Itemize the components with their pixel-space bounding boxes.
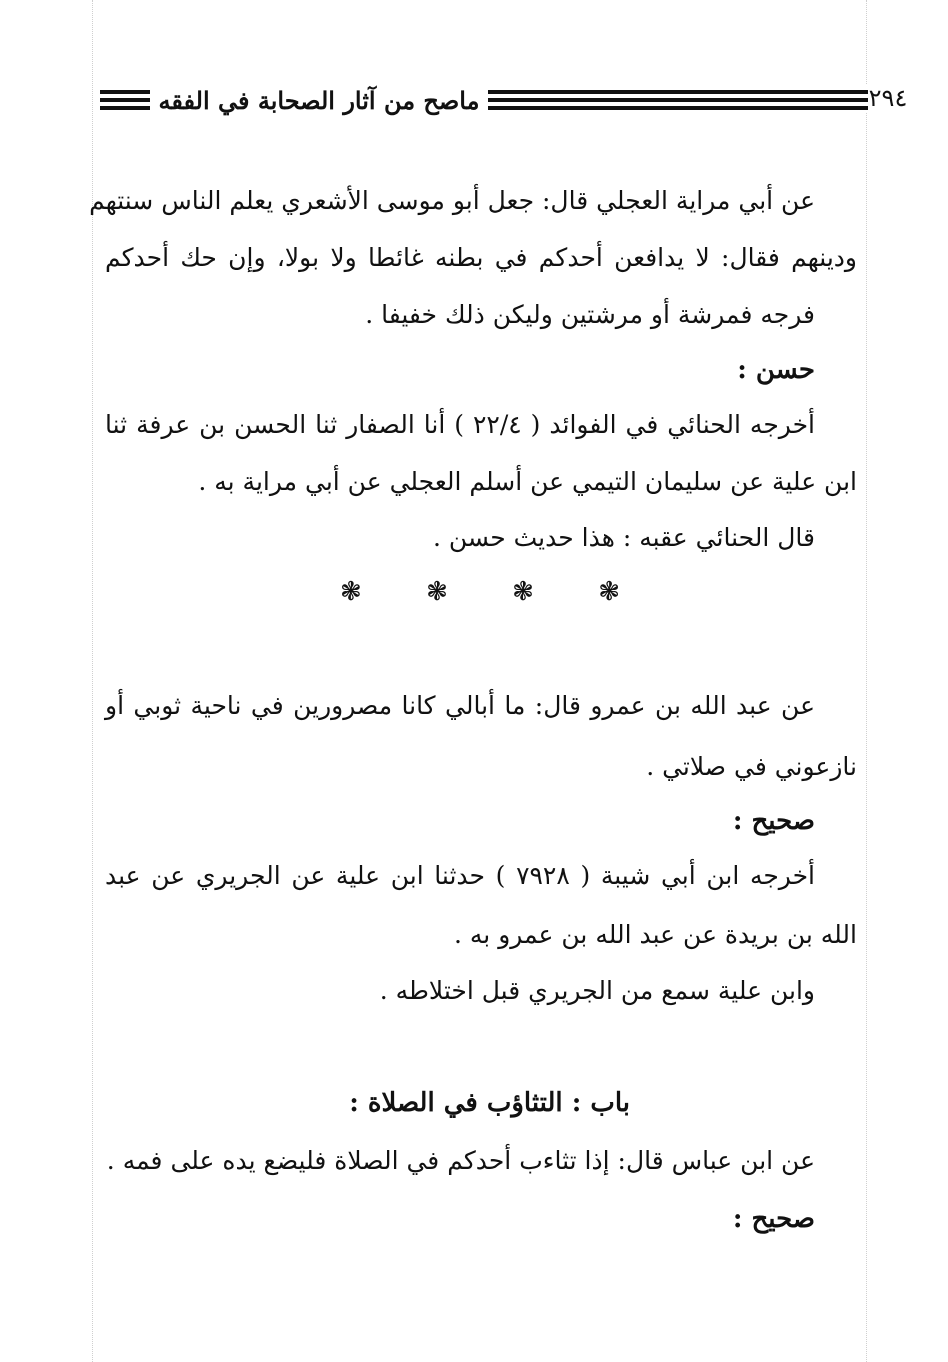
grade-label: صحيح : [732, 806, 815, 836]
book-title: ماصح من آثار الصحابة في الفقه [158, 86, 480, 115]
flower-ornament-icon: ❃ [426, 577, 448, 607]
takhrij-2 [105, 861, 815, 891]
header-rule-right [818, 90, 868, 114]
grade-label: حسن : [737, 355, 815, 385]
grade-heading-1 [105, 355, 815, 385]
text-line: فرجه فمرشة أو مرشتين وليكن ذلك خفيفا . [365, 300, 815, 329]
text-line: أخرجه ابن أبي شيبة ( ٧٩٢٨ ) حدثنا ابن علية عن الجريري عن عبد [105, 861, 815, 890]
text-line: الله بن بريدة عن عبد الله بن عمرو به . [454, 920, 857, 949]
page-number: ٢٩٤ [860, 84, 916, 112]
note-2 [105, 976, 815, 1006]
header-rule-middle [488, 90, 854, 114]
running-header [100, 84, 908, 120]
athar-text-1-line-2 [105, 243, 857, 273]
scan-guide-line-right [866, 0, 867, 1362]
grade-label: صحيح : [732, 1204, 815, 1234]
text-line: ودينهم فقال: لا يدافعن أحدكم في بطنه غائطا ولا بولا، وإن حك أحدكم [105, 243, 857, 272]
text-line: قال الحنائي عقبه : هذا حديث حسن . [432, 523, 815, 552]
note-1 [105, 523, 815, 553]
chapter-title: باب : التثاؤب في الصلاة : [349, 1088, 630, 1118]
athar-text-2-line-2 [105, 752, 857, 782]
takhrij-1-line-2 [105, 467, 857, 497]
text-line: عن عبد الله بن عمرو قال: ما أبالي كانا مصرورين في ناحية ثوبي أو [105, 691, 815, 720]
flower-ornament-icon: ❃ [512, 577, 534, 607]
header-rule-left [100, 90, 150, 114]
text-line: أخرجه الحنائي في الفوائد ( ٢٢/٤ ) أنا الصفار ثنا الحسن بن عرفة ثنا [105, 410, 815, 439]
text-line: ابن علية عن سليمان التيمي عن أسلم العجلي عن أبي مراية به . [198, 467, 857, 496]
athar-text-1 [89, 186, 815, 216]
flower-ornament-icon: ❃ [598, 577, 620, 607]
athar-text-1-line-3 [105, 300, 815, 330]
takhrij-1 [105, 410, 815, 440]
grade-heading-2 [105, 806, 815, 836]
text-line: نازعوني في صلاتي . [646, 752, 857, 781]
text-line: وابن علية سمع من الجريري قبل اختلاطه . [379, 976, 815, 1005]
athar-text-2 [105, 691, 815, 721]
text-line: عن ابن عباس قال: إذا تثاءب أحدكم في الصلاة فليضع يده على فمه . [106, 1146, 815, 1175]
section-separator [340, 577, 620, 607]
flower-ornament-icon: ❃ [340, 577, 362, 607]
takhrij-2-line-2 [105, 920, 857, 950]
grade-heading-3 [105, 1204, 815, 1234]
text-line: عن أبي مراية العجلي قال: جعل أبو موسى الأشعري يعلم الناس سنتهم [89, 186, 815, 215]
athar-text-3 [105, 1146, 815, 1176]
